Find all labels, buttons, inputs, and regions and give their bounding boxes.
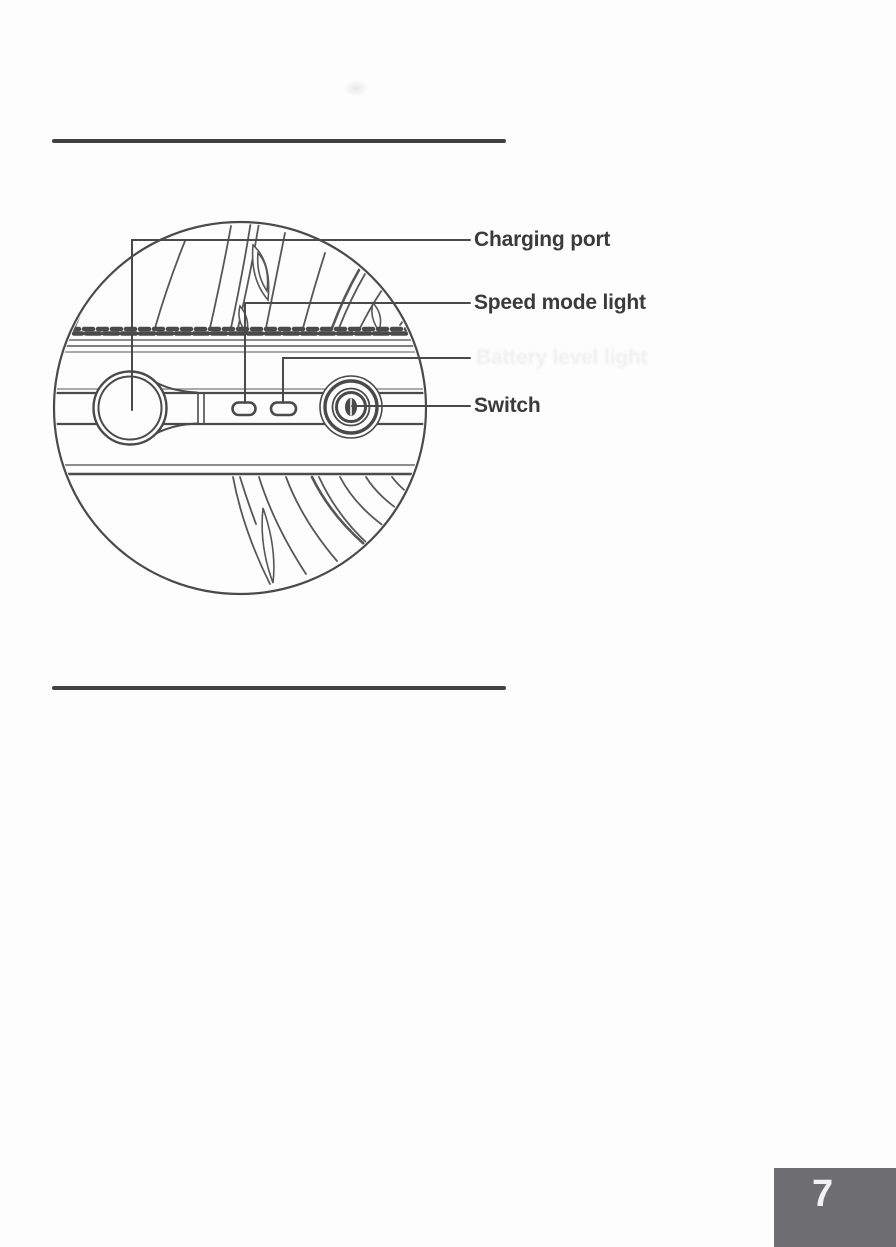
leader-lines [132,240,470,410]
label-speed-mode-light: Speed mode light [474,291,646,314]
label-switch: Switch [474,394,541,417]
label-charging-port: Charging port [474,228,611,251]
horizontal-rule-bottom [52,686,506,690]
tread-strip [62,329,418,352]
tread-highlights [239,245,381,333]
label-faded-illegible: Battery level light [476,346,648,369]
page-number: 7 [812,1173,834,1215]
page-number-box [774,1168,896,1247]
lower-tread-curves [233,477,420,584]
speed-mode-leds [233,403,297,416]
charging-port-shape [94,372,205,445]
leader-charging-port [132,240,470,410]
